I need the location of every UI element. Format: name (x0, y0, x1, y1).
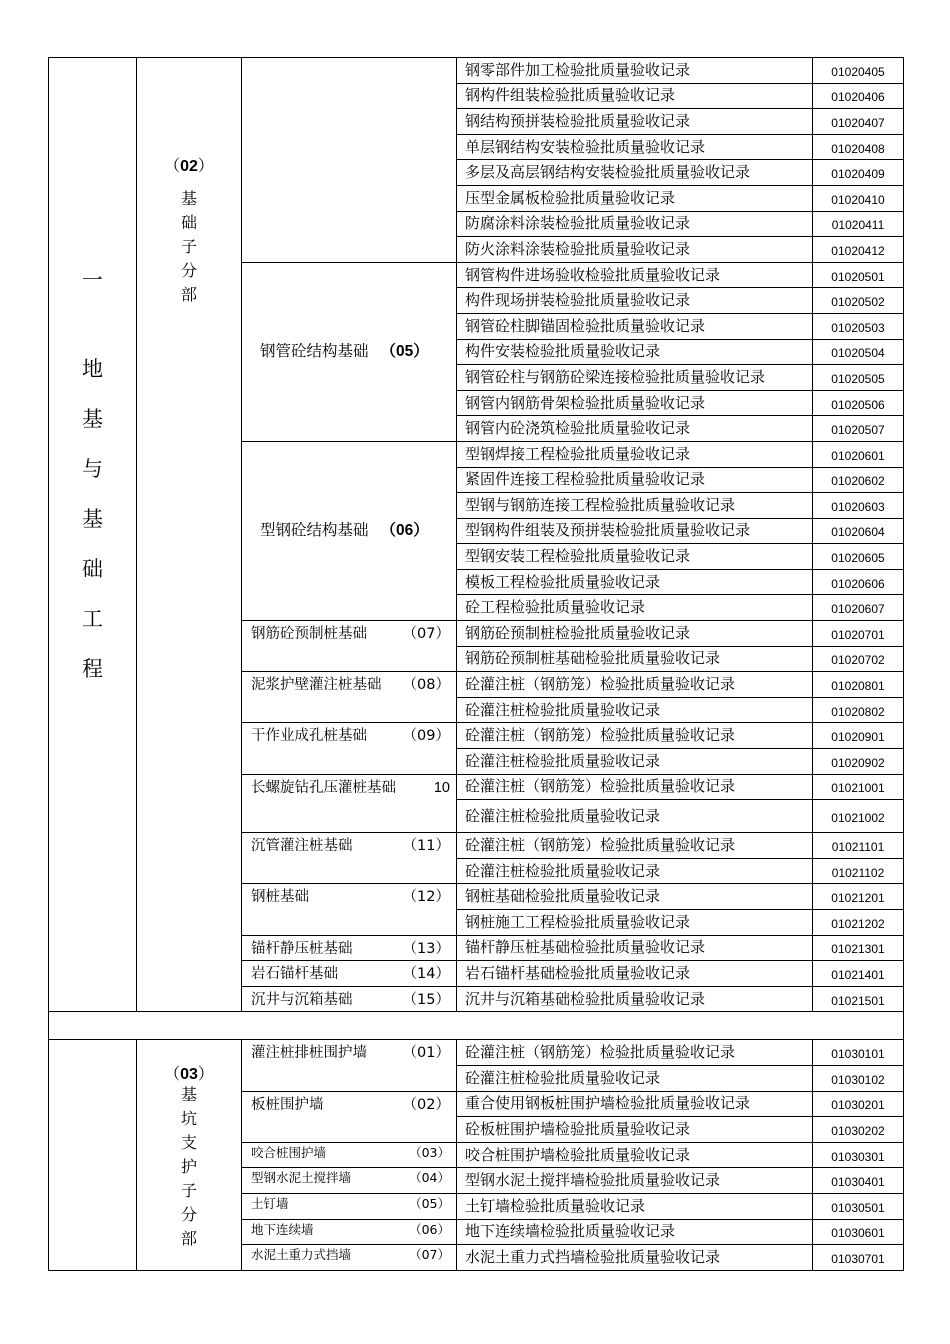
record-name: 多层及高层钢结构安装检验批质量验收记录 (457, 160, 813, 186)
subitem-code: （15） (402, 991, 450, 1008)
record-name: 水泥土重力式挡墙检验批质量验收记录 (457, 1245, 813, 1271)
division-number-value: 03 (180, 1066, 198, 1084)
record-name: 沉井与沉箱基础检验批质量验收记录 (457, 986, 813, 1012)
record-code: 01021202 (813, 910, 904, 936)
subitem-name: 岩石锚杆基础 (251, 966, 338, 983)
record-code: 01021501 (813, 986, 904, 1012)
record-code: 01030501 (813, 1193, 904, 1219)
subitem-name: 灌注桩排桩围护墙 (251, 1045, 367, 1062)
record-name: 砼灌注桩检验批质量验收记录 (457, 1065, 813, 1091)
record-code: 01020902 (813, 749, 904, 775)
subitem-cell (242, 833, 457, 884)
record-code: 01020802 (813, 697, 904, 723)
record-name: 型钢与钢筋连接工程检验批质量验收记录 (457, 493, 813, 519)
subitem-code: （01） (402, 1045, 450, 1062)
subitem-label (251, 1195, 450, 1211)
record-code: 01021102 (813, 858, 904, 884)
subitem-cell (242, 58, 457, 263)
record-name: 砼灌注桩（钢筋笼）检验批质量验收记录 (457, 833, 813, 859)
record-code: 01030202 (813, 1117, 904, 1143)
record-code: 01030601 (813, 1219, 904, 1245)
record-name: 砼灌注桩检验批质量验收记录 (457, 858, 813, 884)
subitem-code: （05） (409, 1195, 450, 1211)
subitem-cell (242, 1245, 457, 1271)
subitem-name: 钢管砼结构基础 (260, 342, 369, 361)
subitem-cell (242, 961, 457, 987)
record-name: 砼灌注桩（钢筋笼）检验批质量验收记录 (457, 723, 813, 749)
subitem-cell (242, 1168, 457, 1194)
subitem-name: 型钢水泥土搅拌墙 (251, 1170, 352, 1186)
record-name: 构件现场拼装检验批质量验收记录 (457, 288, 813, 314)
record-code: 01021001 (813, 774, 904, 800)
record-code: 01030301 (813, 1142, 904, 1168)
record-name: 锚杆静压桩基础检验批质量验收记录 (457, 935, 813, 961)
record-code: 01030101 (813, 1040, 904, 1066)
record-name: 钢结构预拼装检验批质量验收记录 (457, 109, 813, 135)
division-char: 坑 (180, 1109, 197, 1129)
subitem-label (251, 1098, 450, 1113)
part-char: 基 (82, 507, 103, 531)
record-code: 01020702 (813, 646, 904, 672)
subitem-label (251, 993, 450, 1008)
subitem-name: 地下连续墙 (251, 1221, 314, 1237)
record-code: 01021301 (813, 935, 904, 961)
subitem-cell (242, 262, 457, 441)
subitem-label (251, 942, 450, 957)
record-name: 防火涂料涂装检验批质量验收记录 (457, 237, 813, 263)
subitem-code: （06） (409, 1221, 450, 1237)
subitem-code: （06） (380, 522, 429, 540)
record-code: 01030102 (813, 1065, 904, 1091)
record-code: 01020507 (813, 416, 904, 442)
division-number-open: （ (164, 1064, 181, 1084)
record-code: 01020405 (813, 58, 904, 84)
division-number-value: 02 (180, 158, 198, 175)
record-name: 紧固件连接工程检验批质量验收记录 (457, 467, 813, 493)
record-name: 压型金属板检验批质量验收记录 (457, 185, 813, 211)
division-char: 部 (180, 1229, 197, 1249)
part-char: 础 (82, 557, 103, 581)
subitem-name: 钢筋砼预制桩基础 (251, 626, 367, 643)
subitem-label (260, 523, 448, 539)
subitem-code: （05） (380, 343, 429, 361)
record-code: 01020409 (813, 160, 904, 186)
record-code: 01020701 (813, 621, 904, 647)
record-row (49, 58, 904, 84)
record-code: 01021002 (813, 800, 904, 833)
record-code: 01020603 (813, 493, 904, 519)
subitem-cell (242, 1142, 457, 1168)
division-char: 基 (180, 1085, 197, 1105)
subitem-label (251, 1046, 450, 1061)
part-cell (49, 58, 137, 1012)
record-name: 钢零部件加工检验批质量验收记录 (457, 58, 813, 84)
record-code: 01020602 (813, 467, 904, 493)
subitem-cell (242, 986, 457, 1012)
record-name: 岩石锚杆基础检验批质量验收记录 (457, 961, 813, 987)
record-code: 01020407 (813, 109, 904, 135)
subitem-cell (242, 1091, 457, 1142)
subitem-label (260, 344, 448, 360)
record-name: 砼灌注桩检验批质量验收记录 (457, 749, 813, 775)
record-code: 01020801 (813, 672, 904, 698)
subitem-code: （14） (402, 966, 450, 983)
division-number (137, 158, 241, 175)
part-char: 地 (82, 357, 103, 381)
subitem-name: 长螺旋钻孔压灌桩基础 (251, 779, 396, 796)
record-name: 钢筋砼预制桩基础检验批质量验收记录 (457, 646, 813, 672)
subitem-name: 沉管灌注桩基础 (251, 838, 353, 855)
division-char: 支 (180, 1133, 197, 1153)
record-name: 咬合桩围护墙检验批质量验收记录 (457, 1142, 813, 1168)
subitem-cell (242, 774, 457, 833)
record-code: 01020601 (813, 441, 904, 467)
division-number-close: ） (197, 156, 214, 175)
record-row (49, 1040, 904, 1066)
subitem-label (251, 890, 450, 905)
subitem-cell (242, 1219, 457, 1245)
subitem-label (251, 627, 450, 642)
record-name: 钢管砼柱与钢筋砼梁连接检验批质量验收记录 (457, 365, 813, 391)
subitem-label (251, 1249, 450, 1262)
record-code: 01021201 (813, 884, 904, 910)
subitem-label (251, 729, 450, 744)
record-code: 01030401 (813, 1168, 904, 1194)
subitem-name: 泥浆护壁灌注桩基础 (251, 677, 382, 694)
part-char: 一 (82, 268, 103, 292)
record-name: 砼灌注桩（钢筋笼）检验批质量验收记录 (457, 672, 813, 698)
record-name: 地下连续墙检验批质量验收记录 (457, 1219, 813, 1245)
record-name: 砼工程检验批质量验收记录 (457, 595, 813, 621)
division-char: 子 (180, 237, 197, 256)
record-name: 土钉墙检验批质量验收记录 (457, 1193, 813, 1219)
record-name: 防腐涂料涂装检验批质量验收记录 (457, 211, 813, 237)
subitem-label (251, 967, 450, 982)
division-char: 分 (180, 1205, 197, 1225)
subitem-label (251, 839, 450, 854)
subitem-name: 咬合桩围护墙 (251, 1144, 327, 1160)
part-char: 工 (82, 607, 103, 631)
record-code: 01030701 (813, 1245, 904, 1271)
record-name: 钢管内砼浇筑检验批质量验收记录 (457, 416, 813, 442)
division-char: 础 (180, 213, 197, 232)
record-code: 01020406 (813, 83, 904, 109)
record-name: 重合使用钢板桩围护墙检验批质量验收记录 (457, 1091, 813, 1117)
record-code: 01020504 (813, 339, 904, 365)
section-03-body (49, 1040, 904, 1270)
subitem-code: 10 (433, 779, 450, 796)
spacer-cell (49, 1012, 904, 1040)
subitem-name: 钢桩基础 (251, 889, 309, 906)
subitem-code: （08） (402, 677, 450, 694)
subitem-cell (242, 1193, 457, 1219)
record-code: 01020411 (813, 211, 904, 237)
record-code: 01020606 (813, 569, 904, 595)
record-name: 型钢焊接工程检验批质量验收记录 (457, 441, 813, 467)
subitem-cell (242, 672, 457, 723)
record-name: 钢筋砼预制桩检验批质量验收记录 (457, 621, 813, 647)
record-name: 砼灌注桩（钢筋笼）检验批质量验收记录 (457, 774, 813, 800)
record-name: 型钢安装工程检验批质量验收记录 (457, 544, 813, 570)
division-number-open: （ (164, 156, 181, 175)
subitem-name: 板桩围护墙 (251, 1096, 324, 1113)
record-name: 钢管砼柱脚锚固检验批质量验收记录 (457, 313, 813, 339)
record-name: 砼灌注桩（钢筋笼）检验批质量验收记录 (457, 1040, 813, 1066)
record-name: 模板工程检验批质量验收记录 (457, 569, 813, 595)
subitem-name: 土钉墙 (251, 1195, 289, 1211)
subitem-cell (242, 884, 457, 935)
division-char: 基 (180, 189, 197, 208)
subitem-code: （02） (402, 1096, 450, 1113)
subitem-name: 水泥土重力式挡墙 (251, 1247, 352, 1263)
division-char: 分 (180, 261, 197, 280)
record-code: 01020604 (813, 518, 904, 544)
record-code: 01020505 (813, 365, 904, 391)
record-name: 砼灌注桩检验批质量验收记录 (457, 697, 813, 723)
subitem-cell (242, 441, 457, 620)
record-name: 钢桩基础检验批质量验收记录 (457, 884, 813, 910)
subitem-code: （04） (409, 1170, 450, 1186)
subitem-label (251, 678, 450, 693)
record-code: 01021101 (813, 833, 904, 859)
subitem-label (251, 1172, 450, 1185)
division-char: 部 (180, 285, 197, 304)
subitem-cell (242, 935, 457, 961)
section-02-body (49, 58, 904, 1012)
part-char: 与 (82, 457, 103, 481)
record-code: 01020412 (813, 237, 904, 263)
division-number-close: ） (197, 1064, 214, 1084)
part-char: 基 (82, 407, 103, 431)
part-char: 程 (82, 657, 103, 681)
record-code: 01021401 (813, 961, 904, 987)
subitem-label (251, 1144, 450, 1160)
subitem-code: （12） (402, 889, 450, 906)
division-number (137, 1066, 241, 1083)
inspection-record-table (48, 57, 904, 1271)
record-name: 型钢水泥土搅拌墙检验批质量验收记录 (457, 1168, 813, 1194)
record-name: 钢管构件进场验收检验批质量验收记录 (457, 262, 813, 288)
subitem-cell (242, 1040, 457, 1091)
division-char: 护 (180, 1157, 197, 1177)
subitem-code: （11） (402, 838, 450, 855)
record-code: 01030201 (813, 1091, 904, 1117)
record-name: 型钢构件组装及预拼装检验批质量验收记录 (457, 518, 813, 544)
record-code: 01020501 (813, 262, 904, 288)
record-name: 单层钢结构安装检验批质量验收记录 (457, 134, 813, 160)
record-code: 01020607 (813, 595, 904, 621)
subitem-code: （13） (402, 940, 450, 957)
record-code: 01020410 (813, 185, 904, 211)
subitem-cell (242, 723, 457, 774)
subitem-name: 型钢砼结构基础 (260, 521, 369, 540)
record-name: 砼灌注桩检验批质量验收记录 (457, 800, 813, 833)
subitem-label (251, 1221, 450, 1237)
record-code: 01020605 (813, 544, 904, 570)
subitem-name: 锚杆静压桩基础 (251, 940, 353, 957)
division-char: 子 (180, 1181, 197, 1201)
record-code: 01020408 (813, 134, 904, 160)
subitem-label (251, 781, 450, 796)
subitem-code: （07） (409, 1247, 450, 1263)
record-name: 砼板桩围护墙检验批质量验收记录 (457, 1117, 813, 1143)
record-name: 钢管内钢筋骨架检验批质量验收记录 (457, 390, 813, 416)
record-code: 01020901 (813, 723, 904, 749)
record-code: 01020506 (813, 390, 904, 416)
section-spacer (49, 1012, 904, 1040)
part-cell-empty (49, 1040, 137, 1270)
record-code: 01020503 (813, 313, 904, 339)
subitem-name: 干作业成孔桩基础 (251, 728, 367, 745)
subitem-name: 沉井与沉箱基础 (251, 991, 353, 1008)
division-cell (137, 1040, 242, 1270)
record-code: 01020502 (813, 288, 904, 314)
division-cell (137, 58, 242, 1012)
subitem-cell (242, 621, 457, 672)
record-name: 构件安装检验批质量验收记录 (457, 339, 813, 365)
subitem-code: （09） (402, 728, 450, 745)
subitem-code: （07） (402, 626, 450, 643)
record-name: 钢桩施工工程检验批质量验收记录 (457, 910, 813, 936)
subitem-code: （03） (409, 1144, 450, 1160)
record-name: 钢构件组装检验批质量验收记录 (457, 83, 813, 109)
